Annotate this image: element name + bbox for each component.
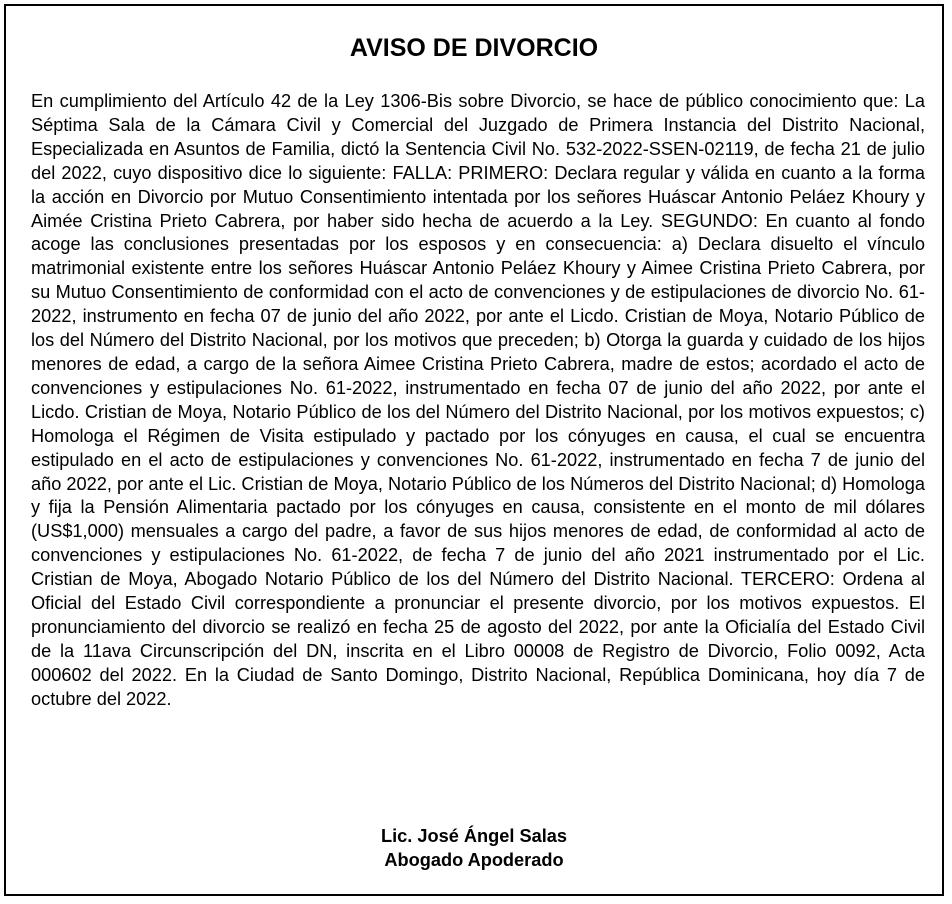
notice-title: AVISO DE DIVORCIO	[349, 34, 599, 62]
signer-role: Abogado Apoderado	[384, 850, 564, 870]
signer-name: Lic. José Ángel Salas	[381, 826, 567, 846]
notice-body: En cumplimiento del Artículo 42 de la Ley 1306-Bis sobre Divorcio, se hace de público conocimiento que: La Séptima Sala de la Cámara Civil y Comercial del Juzgado de Primera Instancia del Distrito Nacional, Especializada en Asuntos de Familia, dictó la Sentencia Civil No. 532-2022-SSEN-02119, de fecha 21 de julio del 2022, cuyo dispositivo dice lo siguiente: FALLA: PRIMERO: Declara regular y válida en cuanto a la forma la acción en Divorcio por Mutuo Consentimiento intentada por los señores Huáscar Antonio Peláez Khoury y Aimée Cristina Prieto Cabrera, por haber sido hecha de acuerdo a la Ley. SEGUNDO: En cuanto al fondo acoge las conclusiones presentadas por los esposos y en consecuencia: a) Declara disuelto el vínculo matrimonial existente entre los señores Huáscar Antonio Peláez Khoury y Aimee Cristina Prieto Cabrera, por su Mutuo Consentimiento de conformidad con el acto de convenciones y de estipulaciones de divorcio No. 61-2022, instrumento en fecha 07 de junio del año 2022, por ante el Licdo. Cristian de Moya, Notario Público de los del Número del Distrito Nacional, por los motivos que preceden; b) Otorga la guarda y cuidado de los hijos menores de edad, a cargo de la señora Aimee Cristina Prieto Cabrera, madre de estos; acordado el acto de convenciones y estipulaciones No. 61-2022, instrumentado en fecha 07 de junio del año 2022, por ante el Licdo. Cristian de Moya, Notario Público de los del Número del Distrito Nacional, por los motivos expuestos; c) Homologa el Régimen de Visita estipulado y pactado por los cónyuges en causa, el cual se encuentra estipulado en el acto de estipulaciones y convenciones No. 61-2022, instrumentado en fecha 7 de junio del año 2022, por ante el Lic. Cristian de Moya, Notario Público de los Números del Distrito Nacional; d) Homologa y fija la Pensión Alimentaria pactado por los cónyuges en causa, consistente en el monto de mil dólares (US$1,000) mensuales a cargo del padre, a favor de sus hijos menores de edad, de conformidad al acto de convenciones y estipulaciones No. 61-2022, de fecha 7 de junio del año 2021 instrumentado por el Lic. Cristian de Moya, Abogado Notario Público de los del Número del Distrito Nacional. TERCERO: Ordena al Oficial del Estado Civil correspondiente a pronunciar el presente divorcio, por los motivos expuestos. El pronunciamiento del divorcio se realizó en fecha 25 de agosto del 2022, por ante la Oficialía del Estado Civil de la 11ava Circunscripción del DN, inscrita en el Libro 00008 de Registro de Divorcio, Folio 0092, Acta 000602 del 2022. En la Ciudad de Santo Domingo, Distrito Nacional, República Dominicana, hoy día 7 de octubre del 2022.	[31, 91, 925, 709]
divorce-notice	[4, 4, 944, 896]
signature-block	[6, 824, 942, 872]
